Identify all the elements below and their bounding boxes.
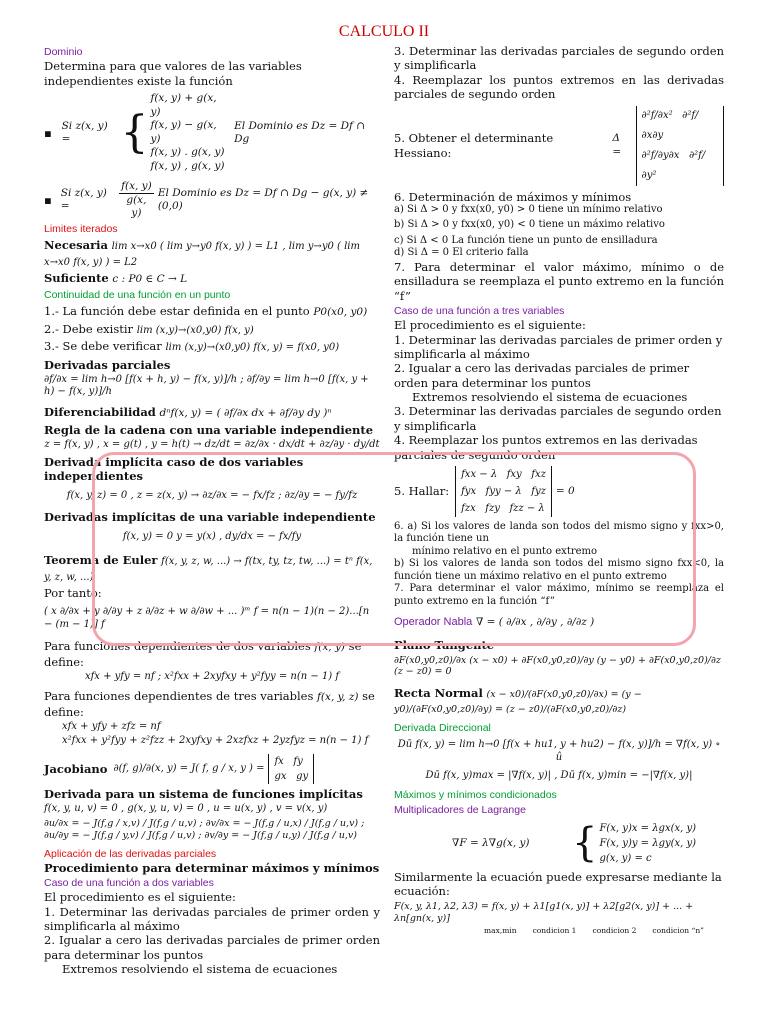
tres-step5: 5. Hallar: <box>394 484 450 499</box>
dominio-case-2 <box>44 180 380 220</box>
case-d: d) Si Δ = 0 El criterio falla <box>394 247 529 259</box>
euler-dos-vars <box>44 639 380 669</box>
hessian-matrix <box>636 106 724 186</box>
tres-step6a: 6. a) Si los valores de landa son todos del mismo signo y fxx>0, la función tiene un <box>394 520 724 545</box>
dominio-option: f(x, y) − g(x, y) <box>150 119 217 145</box>
euler-heading: Teorema de Euler <box>44 553 158 568</box>
right-column <box>394 44 724 938</box>
derivadas-parciales-expr: ∂f/∂x = lim h→0 [f(x + h, y) − f(x, y)]/h ; ∂f/∂y = lim h→0 [f(x, y + h) − f(x, y)]/h <box>44 373 369 398</box>
euler-tres-vars-expr1: xfx + yfy + zfz = nf <box>62 720 161 732</box>
implicita-una-heading: Derivadas implícitas de una variable independiente <box>44 510 376 525</box>
tres-intro: El procedimiento es el siguiente: <box>394 318 586 333</box>
case-c: c) Si Δ < 0 La función tiene un punto de ensilladura <box>394 234 658 246</box>
continuidad-item2-text: 2.- Debe existir <box>44 321 134 336</box>
euler-tres-vars-expr2: x²fxx + y²fyy + z²fzz + 2xyfxy + 2xzfxz + 2yzfyz = n(n − 1) f <box>62 735 369 747</box>
dominio-case1-lhs: Si z(x, y) = <box>61 119 108 145</box>
continuidad-item1-math: P0(x0, y0) <box>313 306 368 319</box>
nabla-expr: ∇ = ( ∂/∂x , ∂/∂y , ∂/∂z ) <box>475 616 595 629</box>
jacobiano-matrix <box>268 754 314 784</box>
diferenciabilidad-row <box>44 405 380 420</box>
nabla-row <box>394 614 724 630</box>
matrix-cell: fyx <box>461 485 477 497</box>
regla-cadena-expr: z = f(x, y) , x = g(t) , y = h(t) → dz/dt = ∂z/∂x · dx/dt + ∂z/∂y · dy/dt <box>44 439 380 451</box>
lagrange-text: Similarmente la ecuación puede expresarse mediante la ecuación: <box>394 869 722 899</box>
under-label: condicion “n” <box>652 926 704 936</box>
direccional-expr1: Dū f(x, y) = lim h→0 [f(x + hu1, y + hu2) − f(x, y)]/h = ∇f(x, y) ∘ û <box>397 739 721 763</box>
tres-step4: 4. Reemplazar los puntos extremos en las derivadas parciales de segundo orden <box>394 433 698 462</box>
direccional-heading: Derivada Direccional <box>394 722 491 734</box>
tres-step2b: Extremos resolviendo el sistema de ecuaciones <box>412 390 688 404</box>
euler-tres-vars-text: Para funciones dependientes de tres variables <box>44 689 314 704</box>
nabla-label: Operador Nabla <box>394 616 473 629</box>
sistema-heading: Derivada para un sistema de funciones implícitas <box>44 786 363 801</box>
tres-step6a-b: mínimo relativo en el punto extremo <box>412 545 598 557</box>
continuidad-item-2 <box>44 322 380 338</box>
recta-row <box>394 686 724 716</box>
plano-expr: ∂F(x0,y0,z0)/∂x (x − x0) + ∂F(x0,y0,z0)/∂y (y − y0) + ∂F(x0,y0,z0)/∂z (z − z0) = 0 <box>394 654 721 678</box>
lagrange-system <box>599 821 696 866</box>
under-label: condicion 2 <box>592 926 637 936</box>
implicita-dos-expr: f(x, y, z) = 0 , z = z(x, y) → ∂z/∂x = − fx/fz ; ∂z/∂y = − fy/fz <box>66 489 358 501</box>
denominator: g(x, y) <box>126 193 147 219</box>
euler-tres-vars-math: f(x, y, z) <box>317 691 359 704</box>
jacobiano-row <box>44 754 380 784</box>
continuidad-heading: Continuidad de una función en un punto <box>44 289 231 302</box>
diferenciabilidad-heading: Diferenciabilidad <box>44 404 156 419</box>
lambda-matrix <box>455 466 552 517</box>
dominio-case2-lhs: Si z(x, y) = <box>60 186 107 212</box>
aplicacion-heading: Aplicación de las derivadas parciales <box>44 847 217 860</box>
euler-expr: ( x ∂/∂x + y ∂/∂y + z ∂/∂z + w ∂/∂w + ... )ᵐ f = n(n − 1)(n − 2)...[n − (m − 1)] f <box>44 606 370 630</box>
limites-necesaria <box>44 238 380 269</box>
left-column <box>44 44 380 976</box>
necesaria-label: Necesaria <box>44 238 108 253</box>
plano-heading: Plano Tangente <box>394 638 495 653</box>
euler-dos-vars-suffix: se define: <box>44 639 362 669</box>
system-eq: F(x, y)y = λgy(x, y) <box>599 837 697 849</box>
matrix-cell: ∂²f/∂y² <box>641 149 706 181</box>
numerator: f(x, y) <box>119 180 154 194</box>
condicionados-heading: Máximos y mínimos condicionados <box>394 788 557 801</box>
matrix-cell: gy <box>296 770 309 782</box>
page-title: CALCULO II <box>338 23 430 40</box>
sistema-line2: ∂u/∂x = − J(f,g / x,v) / J(f,g / u,v) ; ∂v/∂x = − J(f,g / u,x) / J(f,g / u,v) ; ∂u/∂y = − J(f,g / y,v) / J(f,g / u,v) ; ∂v/∂y = − J(f,g / u,y) / J(f,g / u,v) <box>44 817 365 841</box>
dominio-heading: Dominio <box>44 46 83 58</box>
regla-cadena-heading: Regla de la cadena con una variable independiente <box>44 423 374 438</box>
hessian-step7: 7. Para determinar el valor máximo, mínimo o de ensilladura se reemplaza el punto extremo en la función “f” <box>394 259 724 303</box>
bullet-icon: ▪ <box>44 125 52 140</box>
aplicacion-step2b: Extremos resolviendo el sistema de ecuaciones <box>62 962 338 977</box>
brace-icon: { <box>572 820 598 867</box>
lagrange-lhs: ∇F = λ∇g(x, y) <box>452 836 530 849</box>
recta-heading: Recta Normal <box>394 686 483 701</box>
lagrange-under-labels <box>394 926 724 935</box>
dominio-case1-rhs: El Dominio es Dz = Df ∩ Dg <box>234 119 366 145</box>
direccional-expr2: Dū f(x, y)max = |∇f(x, y)| , Dū f(x, y)min = −|∇f(x, y)| <box>425 770 693 782</box>
matrix-cell: fzx <box>461 502 476 514</box>
euler-heading-expr: f(x, y, z, w, ...) → f(tx, ty, tz, tw, ...) = tⁿ f(x, y, z, w, ...) <box>44 556 373 583</box>
necesaria-expr: lim x→x0 ( lim y→y0 f(x, y) ) = L1 , lim y→y0 ( lim x→x0 f(x, y) ) = L2 <box>44 241 360 268</box>
hessian-step4: 4. Reemplazar los puntos extremos en las derivadas parciales de segundo orden <box>394 72 724 102</box>
euler-tres-vars-suffix: se define: <box>44 689 375 719</box>
lagrange-row <box>394 821 724 866</box>
tres-step2: 2. Igualar a cero las derivadas parciales de primer orden para determinar los puntos <box>394 361 690 390</box>
derivadas-parciales-heading: Derivadas parciales <box>44 357 171 372</box>
lagrange-heading: Multiplicadores de Lagrange <box>394 803 526 816</box>
hessian-step3: 3. Determinar las derivadas parciales de segundo orden y simplificarla <box>394 44 724 73</box>
euler-dos-vars-math: f(x, y) <box>314 641 346 654</box>
aplicacion-caso: Caso de una función a dos variables <box>44 877 214 890</box>
hessian-step5: 5. Obtener el determinante Hessiano: <box>394 131 554 160</box>
matrix-cell: ∂²f/∂x² <box>641 109 673 121</box>
case-a: a) Si Δ > 0 y fxx(x0, y0) > 0 tiene un mínimo relativo <box>394 203 663 215</box>
matrix-cell: ∂²f/∂x∂y <box>641 109 699 141</box>
bullet-icon: ▪ <box>44 192 52 207</box>
matrix-cell: fyz <box>531 485 546 497</box>
matrix-cell: fy <box>293 755 303 767</box>
limites-suficiente <box>44 271 380 286</box>
jacobiano-expr: ∂(f, g)/∂(x, y) = J( f, g / x, y ) = <box>113 762 265 774</box>
tres-matrix-row <box>394 466 724 517</box>
tres-caso: Caso de una función a tres variables <box>394 305 565 317</box>
dominio-case-1 <box>44 92 380 174</box>
aplicacion-step2: 2. Igualar a cero las derivadas parciales de primer orden para determinar los puntos <box>44 933 380 962</box>
tres-step1: 1. Determinar las derivadas parciales de primer orden y simplificarla al máximo <box>394 332 723 361</box>
euler-dos-vars-expr: xfx + yfy = nf ; x²fxx + 2xyfxy + y²fyy = n(n − 1) f <box>84 670 340 682</box>
dominio-case1-options <box>150 92 228 174</box>
sistema-line1: f(x, y, u, v) = 0 , g(x, y, u, v) = 0 , u = u(x, y) , v = v(x, y) <box>44 803 328 815</box>
limites-heading: Limites iterados <box>44 223 118 236</box>
matrix-cell: fxz <box>531 468 546 480</box>
case-b: b) Si Δ > 0 y fxx(x0, y0) < 0 tiene un máximo relativo <box>394 219 665 231</box>
implicita-una-expr: f(x, y) = 0 y = y(x) , dy/dx = − fx/fy <box>122 530 302 542</box>
continuidad-item-3 <box>44 339 380 355</box>
euler-row <box>44 553 380 584</box>
tres-step5-eq: = 0 <box>555 484 575 497</box>
system-eq: F(x, y)x = λgx(x, y) <box>599 822 697 834</box>
continuidad-item2-math: lim (x,y)→(x0,y0) f(x, y) <box>136 324 254 336</box>
recta-expr: (x − x0)/(∂F(x0,y0,z0)/∂x) = (y − y0)/(∂F(x0,y0,z0)/∂y) = (z − z0)/(∂F(x0,y0,z0)/∂z) <box>394 689 642 716</box>
dominio-intro: Determina para que valores de las variables independientes existe la función <box>44 59 302 88</box>
suficiente-expr: c : P0 ∈ C → L <box>112 273 188 286</box>
dominio-option: f(x, y) . g(x, y) <box>150 146 225 159</box>
jacobiano-heading: Jacobiano <box>44 761 108 776</box>
lagrange-expr: F(x, y, λ1, λ2, λ3) = f(x, y) + λ1[g1(x, y)] + λ2[g2(x, y)] + ... + λn[gn(x, y)] <box>394 900 694 924</box>
system-eq: g(x, y) = c <box>599 852 652 864</box>
dominio-case2-fraction <box>119 180 154 220</box>
continuidad-item-1 <box>44 304 380 319</box>
matrix-cell: ∂²f/∂y∂x <box>641 149 680 161</box>
matrix-cell: fxx − λ <box>461 468 498 480</box>
implicita-dos-heading: Derivada implícita caso de dos variables independientes <box>44 454 304 484</box>
dominio-option: f(x, y) , g(x, y) <box>150 160 225 173</box>
matrix-cell: fyy − λ <box>485 485 522 497</box>
dominio-case2-rhs: El Dominio es Dz = Df ∩ Dg − g(x, y) ≠ (0,0) <box>157 186 369 212</box>
aplicacion-intro: El procedimiento es el siguiente: <box>44 890 236 905</box>
aplicacion-subheading: Procedimiento para determinar máximos y mínimos <box>44 860 380 875</box>
under-label: max,min <box>484 926 517 936</box>
euler-por-tanto: Por tanto: <box>44 586 102 601</box>
continuidad-item1-text: 1.- La función debe estar definida en el punto <box>44 304 310 319</box>
suficiente-label: Suficiente <box>44 271 109 286</box>
delta-icon: Δ = <box>612 132 622 158</box>
tres-step7: 7. Para determinar el valor máximo, mínimo se reemplaza el punto extremo en la función “f” <box>394 583 724 607</box>
dominio-option: f(x, y) + g(x, y) <box>150 91 217 118</box>
matrix-cell: fzz − λ <box>509 502 545 514</box>
hessian-row <box>394 106 724 186</box>
under-label: condicion 1 <box>532 926 577 936</box>
tres-step3: 3. Determinar las derivadas parciales de segundo orden y simplificarla <box>394 404 722 433</box>
matrix-cell: gx <box>274 770 287 782</box>
matrix-cell: fzy <box>485 502 500 514</box>
continuidad-item3-math: lim (x,y)→(x0,y0) f(x, y) = f(x0, y0) <box>165 342 340 354</box>
brace-icon: { <box>120 106 149 158</box>
aplicacion-step1: 1. Determinar las derivadas parciales de primer orden y simplificarla al máximo <box>44 904 380 933</box>
tres-step6b: b) Si los valores de landa son todos del mismo signo fxx<0, la función tiene un máximo relativo en el punto extremo <box>394 558 724 582</box>
matrix-cell: fxy <box>506 468 522 480</box>
euler-dos-vars-text: Para funciones dependientes de dos variables <box>44 639 311 654</box>
euler-tres-vars <box>44 689 380 719</box>
hessian-step6: 6. Determinación de máximos y mínimos <box>394 189 632 204</box>
diferenciabilidad-expr: dⁿf(x, y) = ( ∂f/∂x dx + ∂f/∂y dy )ⁿ <box>159 406 332 419</box>
matrix-cell: fx <box>274 755 284 767</box>
continuidad-item3-text: 3.- Se debe verificar <box>44 339 162 354</box>
